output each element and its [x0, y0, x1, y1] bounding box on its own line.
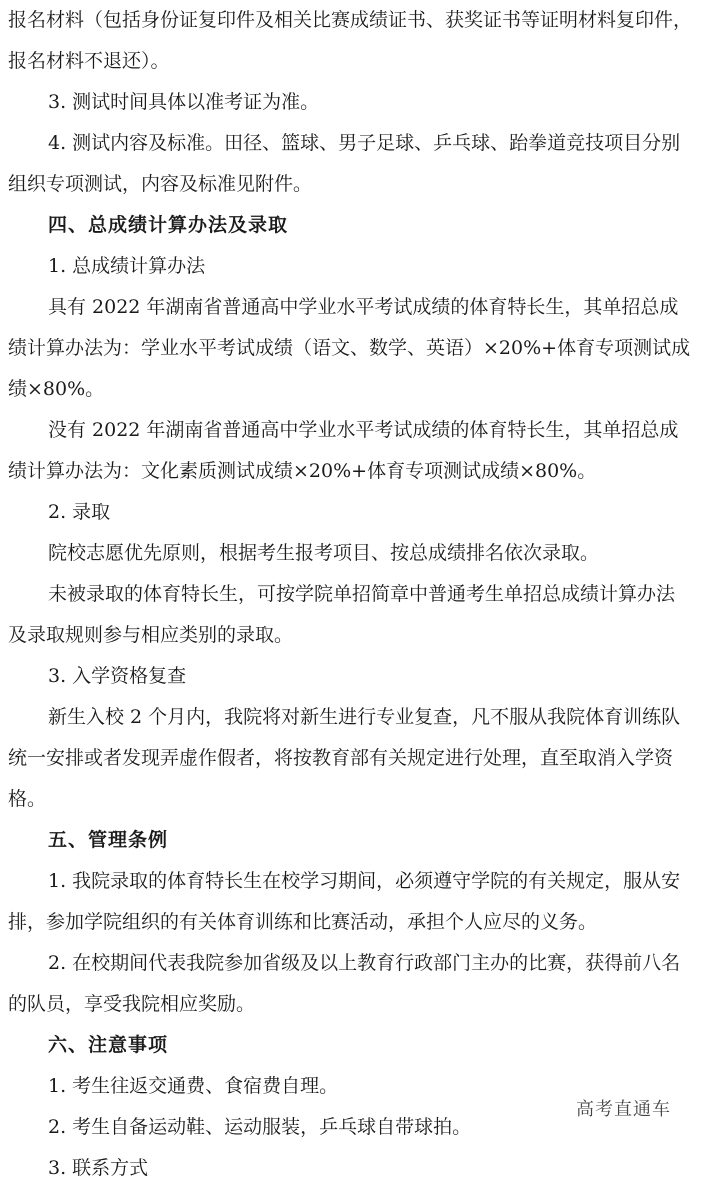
text-line: 及录取规则参与相应类别的录取。 — [8, 624, 294, 646]
text-line: 2. 考生自备运动鞋、运动服装，乒乓球自带球拍。 — [48, 1116, 472, 1138]
text-line: 排，参加学院组织的有关体育训练和比赛活动，承担个人应尽的义务。 — [8, 911, 598, 933]
text-line: 3. 联系方式 — [48, 1157, 149, 1179]
text-line: 2. 录取 — [48, 501, 111, 523]
text-line: 3. 测试时间具体以准考证为准。 — [48, 91, 320, 113]
text-line: 没有 2022 年湖南省普通高中学业水平考试成绩的体育特长生，其单招总成 — [48, 419, 679, 441]
text-line: 1. 考生往返交通费、食宿费自理。 — [48, 1075, 339, 1097]
text-line: 2. 在校期间代表我院参加省级及以上教育行政部门主办的比赛，获得前八名 — [48, 952, 681, 974]
document-body — [8, 0, 704, 1189]
text-line: 报名材料（包括身份证复印件及相关比赛成绩证书、获奖证书等证明材料复印件， — [8, 9, 693, 31]
text-line: 报名材料不退还）。 — [8, 50, 170, 72]
text-line: 1. 我院录取的体育特长生在校学习期间，必须遵守学院的有关规定，服从安 — [48, 870, 681, 892]
text-line: 3. 入学资格复查 — [48, 665, 187, 687]
text-line: 具有 2022 年湖南省普通高中学业水平考试成绩的体育特长生，其单招总成 — [48, 296, 679, 318]
section-heading: 六、注意事项 — [48, 1034, 169, 1056]
text-line: 组织专项测试，内容及标准见附件。 — [8, 173, 313, 195]
text-line: 新生入校 2 个月内，我院将对新生进行专业复查，凡不服从我院体育训练队 — [48, 706, 681, 728]
section-heading: 四、总成绩计算办法及录取 — [48, 214, 289, 236]
text-line: 4. 测试内容及标准。田径、篮球、男子足球、乒乓球、跆拳道竞技项目分别 — [48, 132, 681, 154]
text-line: 的队员，享受我院相应奖励。 — [8, 993, 256, 1015]
text-line: 1. 总成绩计算办法 — [48, 255, 206, 277]
text-line: 未被录取的体育特长生，可按学院单招简章中普通考生单招总成绩计算办法 — [48, 583, 676, 605]
watermark-text: 高考直通车 — [576, 1099, 671, 1120]
text-line: 院校志愿优先原则，根据考生报考项目、按总成绩排名依次录取。 — [48, 542, 600, 564]
text-line: 绩计算办法为：学业水平考试成绩（语文、数学、英语）×20%+体育专项测试成 — [8, 337, 691, 359]
text-line: 绩计算办法为：文化素质测试成绩×20%+体育专项测试成绩×80%。 — [8, 460, 597, 482]
section-heading: 五、管理条例 — [48, 829, 169, 851]
text-line: 格。 — [8, 788, 47, 810]
text-line: 绩×80%。 — [8, 378, 105, 400]
text-line: 统一安排或者发现弄虚作假者，将按教育部有关规定进行处理，直至取消入学资 — [8, 747, 674, 769]
